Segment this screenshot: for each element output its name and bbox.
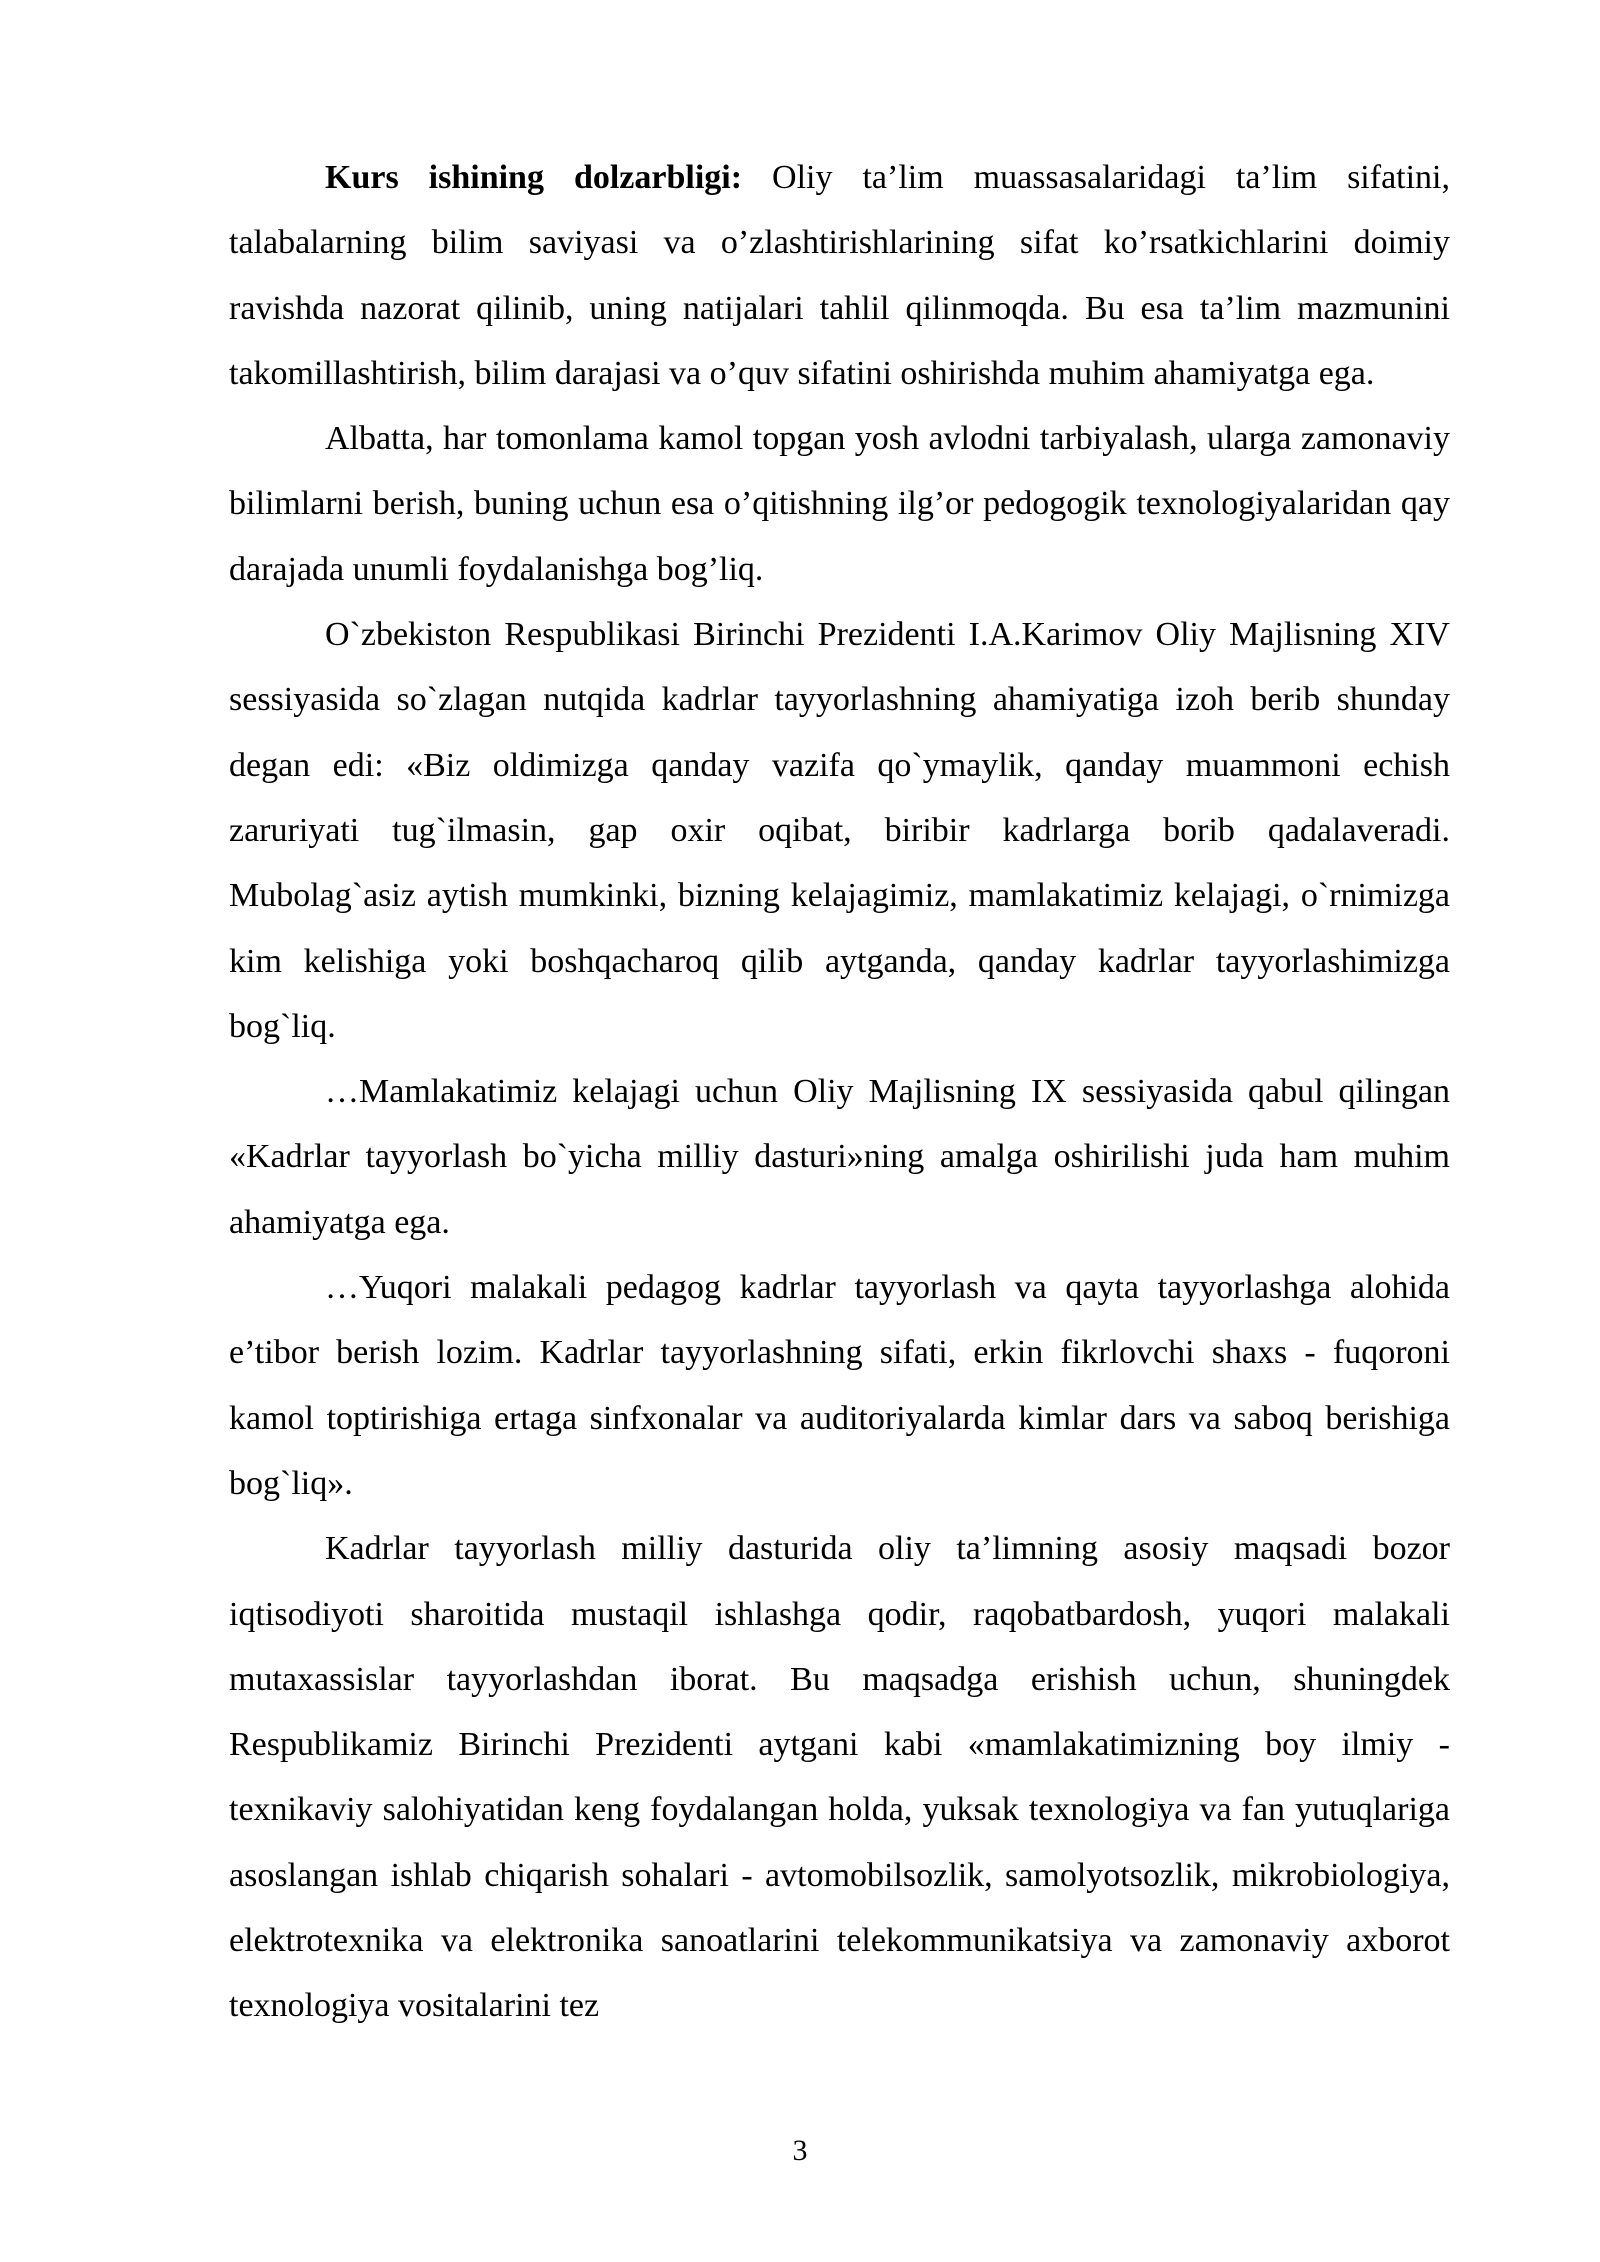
page-number: 3 <box>792 2134 808 2167</box>
paragraph-text: Oliy ta’lim muassasalaridagi ta’lim sifatini, talabalarning bilim saviyasi va o’zlashtirishlarining sifat ko’rsatkichlarini doimiy ravishda nazorat qilinib, uning natijalari tahlil qilinmoqda. Bu esa ta’lim mazmunini takomillashtirish, bilim darajasi va o’quv sifatini oshirishda muhim ahamiyatga ega. <box>229 159 1451 392</box>
paragraph-lead-heading: Kurs ishining dolzarbligi: <box>325 159 743 196</box>
paragraph-text: …Mamlakatimiz kelajagi uchun Oliy Majlisning IX sessiyasida qabul qilingan «Kadrlar tayyorlash bo`yicha milliy dasturi»ning amalga oshirilishi juda ham muhim ahamiyatga ega. <box>229 1073 1450 1241</box>
paragraph-relevance <box>229 145 1450 406</box>
paragraph-text: O`zbekiston Respublikasi Birinchi Prezidenti I.A.Karimov Oliy Majlisning XIV sessiyasida so`zlagan nutqida kadrlar tayyorlashning ahamiyatiga izoh berib shunday degan edi: «Biz oldimizga qanday vazifa qo`ymaylik, qanday muammoni echish zaruriyati tug`ilmasin, gap oxir oqibat, biribir kadrlarga borib qadalaveradi. Mubolag`asiz aytish mumkinki, bizning kelajagimiz, mamlakatimiz kelajagi, o`rnimizga kim kelishiga yoki boshqacharoq qilib aytganda, qanday kadrlar tayyorlashimizga bog`liq. <box>229 616 1450 1045</box>
paragraph-text: Albatta, har tomonlama kamol topgan yosh avlodni tarbiyalash, ularga zamonaviy bilimlarni berish, buning uchun esa o’qitishning ilg’or pedogogik texnologiyalaridan qay darajada unumli foydalanishga bog’liq. <box>229 420 1450 588</box>
paragraph-text: …Yuqori malakali pedagog kadrlar tayyorlash va qayta tayyorlashga alohida e’tibor berish lozim. Kadrlar tayyorlashning sifati, erkin fikrlovchi shaxs - fuqoroni kamol toptirishiga ertaga sinfxonalar va auditoriyalarda kimlar dars va saboq berishiga bog`liq». <box>229 1269 1450 1502</box>
paragraph-text: Kadrlar tayyorlash milliy dasturida oliy ta’limning asosiy maqsadi bozor iqtisodiyoti sharoitida mustaqil ishlashga qodir, raqobatbardosh, yuqori malakali mutaxassislar tayyorlashdan iborat. Bu maqsadga erishish uchun, shuningdek Respublikamiz Birinchi Prezidenti aytgani kabi «mamlakatimizning boy ilmiy - texnikaviy salohiyatidan keng foydalangan holda, yuksak texnologiya va fan yutuqlariga asoslangan ishlab chiqarish sohalari - avtomobilsozlik, samolyotsozlik, mikrobiologiya, elektrotexnika va elektronika sanoatlarini telekommunikatsiya va zamonaviy axborot texnologiya vositalarini tez <box>229 1530 1450 2025</box>
body-text <box>229 145 1450 2039</box>
